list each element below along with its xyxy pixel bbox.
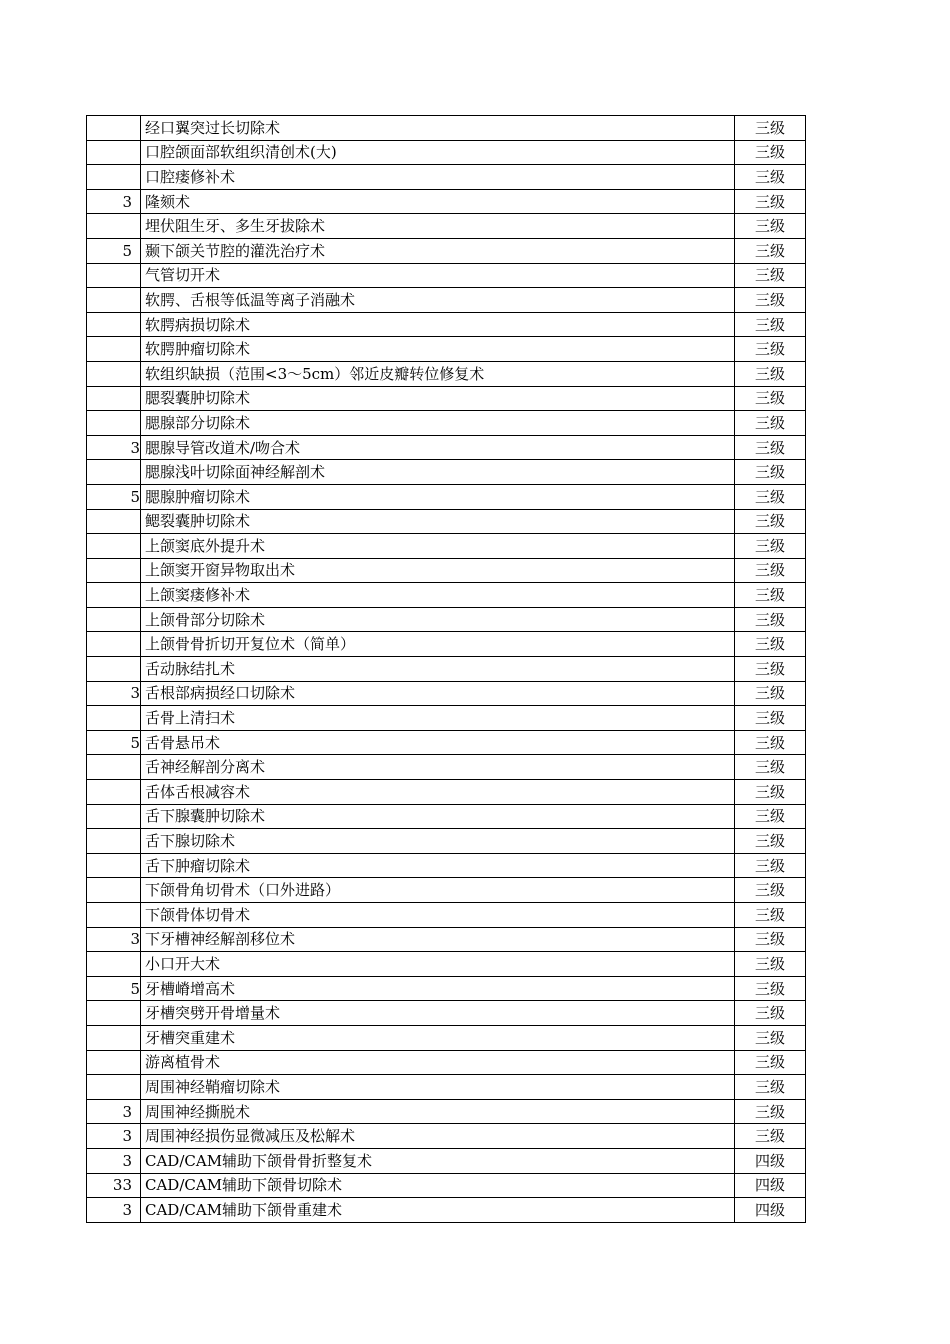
table-row [87,1124,806,1149]
procedure-name-cell: 牙槽突重建术 [141,1025,735,1050]
procedure-level-cell: 三级 [735,1050,806,1075]
procedure-name-cell: 上颌窦开窗异物取出术 [141,558,735,583]
procedure-name-cell: 周围神经鞘瘤切除术 [141,1075,735,1100]
procedure-name-cell: 上颌骨骨折切开复位术（简单） [141,632,735,657]
procedure-level-cell: 三级 [735,238,806,263]
table-row [87,829,806,854]
procedure-table-body [87,116,806,1223]
procedure-name-cell: 牙槽突劈开骨增量术 [141,1001,735,1026]
procedure-level-cell: 三级 [735,829,806,854]
procedure-level-cell: 三级 [735,116,806,141]
procedure-level-cell: 三级 [735,263,806,288]
row-number-cell [87,288,141,313]
procedure-name-cell: 下颌骨角切骨术（口外进路） [141,878,735,903]
row-number-cell [87,706,141,731]
procedure-level-cell: 三级 [735,288,806,313]
row-number-cell [87,509,141,534]
table-row [87,927,806,952]
row-number-cell [87,386,141,411]
row-number-cell [87,804,141,829]
procedure-level-cell: 三级 [735,1099,806,1124]
procedure-level-cell: 三级 [735,706,806,731]
row-number-cell [87,411,141,436]
procedure-level-cell: 三级 [735,878,806,903]
procedure-level-cell: 三级 [735,1124,806,1149]
row-number-cell [87,460,141,485]
row-number-cell [87,829,141,854]
table-row [87,263,806,288]
table-row [87,730,806,755]
row-number-cell: 3 [87,1198,141,1223]
procedure-name-cell: 颞下颌关节腔的灌洗治疗术 [141,238,735,263]
table-row [87,288,806,313]
table-row [87,755,806,780]
procedure-name-cell: 软腭病损切除术 [141,312,735,337]
procedure-name-cell: 小口开大术 [141,952,735,977]
table-row [87,165,806,190]
procedure-level-cell: 三级 [735,903,806,928]
row-number-cell [87,1001,141,1026]
table-row [87,534,806,559]
table-row [87,804,806,829]
procedure-name-cell: 隆颏术 [141,189,735,214]
procedure-name-cell: CAD/CAM辅助下颌骨切除术 [141,1173,735,1198]
procedure-name-cell: 舌神经解剖分离术 [141,755,735,780]
table-row [87,853,806,878]
procedure-level-cell: 四级 [735,1198,806,1223]
procedure-level-cell: 三级 [735,681,806,706]
procedure-level-cell: 三级 [735,386,806,411]
procedure-name-cell: 舌骨上清扫术 [141,706,735,731]
row-number-cell [87,1025,141,1050]
table-row [87,1198,806,1223]
table-row [87,1148,806,1173]
table-row [87,583,806,608]
table-row [87,780,806,805]
procedure-level-cell: 三级 [735,1025,806,1050]
row-number-cell [87,755,141,780]
table-row [87,1001,806,1026]
row-number-cell: 3 [87,189,141,214]
procedure-name-cell: 舌下腺切除术 [141,829,735,854]
procedure-name-cell: 舌下腺囊肿切除术 [141,804,735,829]
table-row [87,484,806,509]
table-row [87,1025,806,1050]
row-number-cell: 5 [87,730,141,755]
procedure-name-cell: 舌根部病损经口切除术 [141,681,735,706]
procedure-name-cell: 周围神经撕脱术 [141,1099,735,1124]
row-number-cell: 5 [87,484,141,509]
procedure-table [86,115,806,1223]
table-row [87,140,806,165]
procedure-name-cell: 上颌窦瘘修补术 [141,583,735,608]
table-row [87,1050,806,1075]
procedure-name-cell: 腮腺部分切除术 [141,411,735,436]
row-number-cell [87,952,141,977]
row-number-cell [87,337,141,362]
row-number-cell: 5 [87,238,141,263]
procedure-name-cell: 软腭、舌根等低温等离子消融术 [141,288,735,313]
row-number-cell: 3 [87,1099,141,1124]
procedure-name-cell: 腮腺浅叶切除面神经解剖术 [141,460,735,485]
row-number-cell [87,657,141,682]
procedure-level-cell: 四级 [735,1173,806,1198]
table-row [87,460,806,485]
procedure-level-cell: 三级 [735,730,806,755]
table-row [87,238,806,263]
procedure-name-cell: 舌下肿瘤切除术 [141,853,735,878]
procedure-level-cell: 三级 [735,657,806,682]
table-row [87,1075,806,1100]
row-number-cell [87,534,141,559]
procedure-level-cell: 三级 [735,484,806,509]
procedure-level-cell: 三级 [735,460,806,485]
procedure-name-cell: 口腔瘘修补术 [141,165,735,190]
procedure-name-cell: 下牙槽神经解剖移位术 [141,927,735,952]
procedure-level-cell: 三级 [735,509,806,534]
table-row [87,558,806,583]
procedure-level-cell: 三级 [735,607,806,632]
row-number-cell [87,607,141,632]
row-number-cell [87,903,141,928]
table-row [87,1173,806,1198]
row-number-cell: 3 [87,435,141,460]
row-number-cell: 33 [87,1173,141,1198]
row-number-cell [87,214,141,239]
table-row [87,361,806,386]
procedure-level-cell: 三级 [735,558,806,583]
row-number-cell [87,1075,141,1100]
procedure-name-cell: 下颌骨体切骨术 [141,903,735,928]
procedure-level-cell: 三级 [735,140,806,165]
procedure-level-cell: 三级 [735,411,806,436]
procedure-name-cell: 周围神经损伤显微减压及松解术 [141,1124,735,1149]
procedure-level-cell: 三级 [735,214,806,239]
table-row [87,189,806,214]
table-row [87,681,806,706]
row-number-cell: 3 [87,681,141,706]
procedure-level-cell: 四级 [735,1148,806,1173]
procedure-level-cell: 三级 [735,632,806,657]
procedure-level-cell: 三级 [735,927,806,952]
procedure-level-cell: 三级 [735,435,806,460]
row-number-cell [87,140,141,165]
row-number-cell [87,361,141,386]
table-row [87,411,806,436]
table-row [87,116,806,141]
row-number-cell [87,878,141,903]
table-row [87,952,806,977]
row-number-cell [87,165,141,190]
procedure-level-cell: 三级 [735,1001,806,1026]
table-row [87,976,806,1001]
procedure-name-cell: 软组织缺损（范围<3～5cm）邻近皮瓣转位修复术 [141,361,735,386]
procedure-level-cell: 三级 [735,534,806,559]
table-row [87,903,806,928]
row-number-cell: 3 [87,1124,141,1149]
procedure-level-cell: 三级 [735,1075,806,1100]
procedure-name-cell: 游离植骨术 [141,1050,735,1075]
procedure-name-cell: 牙槽嵴增高术 [141,976,735,1001]
table-row [87,1099,806,1124]
procedure-name-cell: 埋伏阻生牙、多生牙拔除术 [141,214,735,239]
table-row [87,706,806,731]
table-row [87,657,806,682]
procedure-level-cell: 三级 [735,583,806,608]
row-number-cell [87,632,141,657]
procedure-level-cell: 三级 [735,189,806,214]
row-number-cell [87,116,141,141]
procedure-name-cell: CAD/CAM辅助下颌骨骨折整复术 [141,1148,735,1173]
procedure-level-cell: 三级 [735,952,806,977]
procedure-name-cell: 腮腺肿瘤切除术 [141,484,735,509]
procedure-level-cell: 三级 [735,804,806,829]
procedure-name-cell: 舌体舌根减容术 [141,780,735,805]
table-row [87,632,806,657]
table-row [87,312,806,337]
row-number-cell: 5 [87,976,141,1001]
table-row [87,214,806,239]
procedure-level-cell: 三级 [735,755,806,780]
procedure-name-cell: 气管切开术 [141,263,735,288]
procedure-name-cell: 鳃裂囊肿切除术 [141,509,735,534]
procedure-level-cell: 三级 [735,361,806,386]
procedure-name-cell: 腮腺导管改道术/吻合术 [141,435,735,460]
row-number-cell [87,263,141,288]
row-number-cell [87,1050,141,1075]
table-row [87,386,806,411]
procedure-level-cell: 三级 [735,312,806,337]
procedure-name-cell: 软腭肿瘤切除术 [141,337,735,362]
table-row [87,607,806,632]
row-number-cell: 3 [87,1148,141,1173]
procedure-name-cell: 舌动脉结扎术 [141,657,735,682]
procedure-level-cell: 三级 [735,853,806,878]
row-number-cell [87,558,141,583]
procedure-name-cell: 上颌窦底外提升术 [141,534,735,559]
procedure-level-cell: 三级 [735,780,806,805]
procedure-level-cell: 三级 [735,165,806,190]
procedure-name-cell: CAD/CAM辅助下颌骨重建术 [141,1198,735,1223]
table-row [87,878,806,903]
row-number-cell [87,583,141,608]
procedure-name-cell: 上颌骨部分切除术 [141,607,735,632]
table-row [87,337,806,362]
procedure-name-cell: 口腔颌面部软组织清创术(大) [141,140,735,165]
table-row [87,435,806,460]
table-row [87,509,806,534]
row-number-cell [87,780,141,805]
procedure-level-cell: 三级 [735,976,806,1001]
row-number-cell: 3 [87,927,141,952]
procedure-name-cell: 舌骨悬吊术 [141,730,735,755]
procedure-name-cell: 腮裂囊肿切除术 [141,386,735,411]
row-number-cell [87,853,141,878]
row-number-cell [87,312,141,337]
procedure-level-cell: 三级 [735,337,806,362]
procedure-name-cell: 经口翼突过长切除术 [141,116,735,141]
